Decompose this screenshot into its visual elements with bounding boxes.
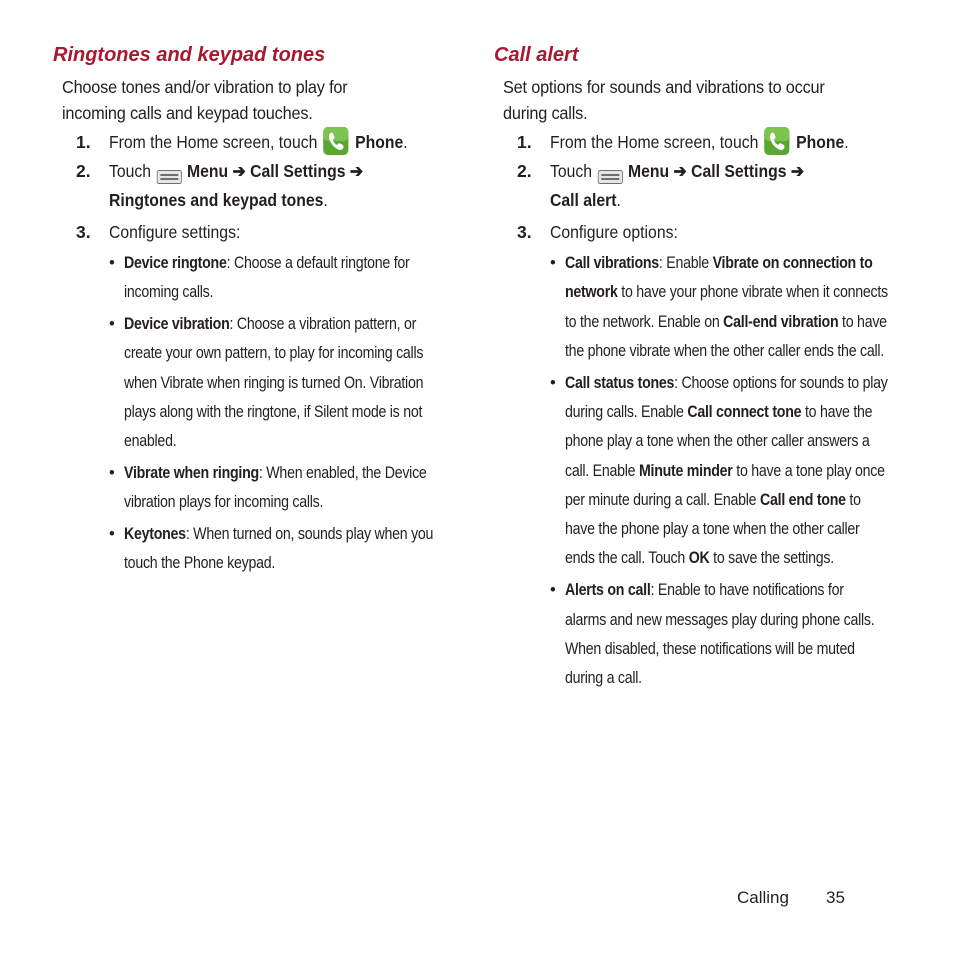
step-number: 3. xyxy=(76,222,91,242)
list-item: • Device ringtone: Choose a default ringtone for incoming calls. xyxy=(109,254,410,302)
step-item: 3. Configure settings: xyxy=(53,218,453,247)
section-heading: Call alert xyxy=(494,44,579,66)
step-number: 1. xyxy=(76,132,91,152)
footer-section-name: Calling xyxy=(737,888,789,907)
setting-term: Alerts on call xyxy=(565,581,651,600)
setting-term: Call status tones xyxy=(565,373,675,392)
list-item: • Call status tones: Choose options for sounds to play during calls. Enable Call connect tone to have the phone play a tone when the other caller answers a call. Enable Minute minder to have a tone play once per minute during a call. Enable Call end tone to have the phone play a tone when the other caller ends the call. Touch OK to save the settings. xyxy=(550,373,888,568)
step-text: From the Home screen, touch xyxy=(109,132,318,152)
setting-term: Call vibrations xyxy=(565,254,659,272)
steps-list xyxy=(494,128,894,247)
step-item: 1. From the Home screen, touch Phone. xyxy=(53,128,453,157)
right-column xyxy=(494,40,894,696)
list-item: • Vibrate when ringing: When enabled, the Device vibration plays for incoming calls. xyxy=(109,464,427,512)
setting-term: Device ringtone xyxy=(124,254,227,272)
menu-key-icon[interactable] xyxy=(597,164,622,178)
arrow-icon: ➔ xyxy=(790,161,805,181)
menu-key-icon[interactable] xyxy=(156,164,181,178)
arrow-icon: ➔ xyxy=(349,161,364,181)
step-number: 2. xyxy=(76,161,91,181)
list-item: • Alerts on call: Enable to have notifications for alarms and new messages play during phone calls. When disabled, these notifications will be muted during a call. xyxy=(550,581,875,688)
intro-paragraph: Set options for sounds and vibrations to occur during calls. xyxy=(503,77,825,123)
list-item: • Keytones: When turned on, sounds play when you touch the Phone keypad. xyxy=(109,525,434,573)
step-number: 1. xyxy=(517,132,532,152)
step-item: 1. From the Home screen, touch Phone. xyxy=(494,128,894,157)
intro-paragraph: Choose tones and/or vibration to play for incoming calls and keypad touches. xyxy=(62,77,348,123)
steps-list xyxy=(53,128,453,247)
phone-app-icon[interactable] xyxy=(764,126,791,156)
setting-term: Device vibration xyxy=(124,315,230,334)
page-footer xyxy=(737,884,789,912)
step-item: 3. Configure options: xyxy=(494,218,894,247)
page-number: 35 xyxy=(826,888,845,907)
step-number: 3. xyxy=(517,222,532,242)
phone-label: Phone xyxy=(796,132,845,152)
step-item: 2. Touch Menu ➔ Call Settings ➔ Ringtones and keypad tones. xyxy=(53,157,453,215)
setting-term: Vibrate when ringing xyxy=(124,464,259,483)
step-number: 2. xyxy=(517,161,532,181)
list-item: • Call vibrations: Enable Vibrate on connection to network to have your phone vibrate when it connects to the network. Enable on Call-end vibration to have the phone vibrate when the other caller ends the call. xyxy=(550,254,888,360)
arrow-icon: ➔ xyxy=(673,161,687,181)
arrow-icon: ➔ xyxy=(232,161,246,181)
phone-label: Phone xyxy=(355,132,404,152)
step-item: 2. Touch Menu ➔ Call Settings ➔ Call alert. xyxy=(494,157,894,215)
left-column xyxy=(53,40,453,581)
settings-bullet-list xyxy=(109,249,453,579)
page-number-container xyxy=(826,884,845,912)
list-item: • Device vibration: Choose a vibration pattern, or create your own pattern, to play for incoming calls when Vibrate when ringing is turned On. Vibration plays along with the ringtone, if Silent mode is not enabled. xyxy=(109,315,424,451)
section-heading: Ringtones and keypad tones xyxy=(53,44,326,66)
phone-app-icon[interactable] xyxy=(323,126,350,156)
options-bullet-list xyxy=(550,249,894,693)
setting-term: Keytones xyxy=(124,525,186,544)
